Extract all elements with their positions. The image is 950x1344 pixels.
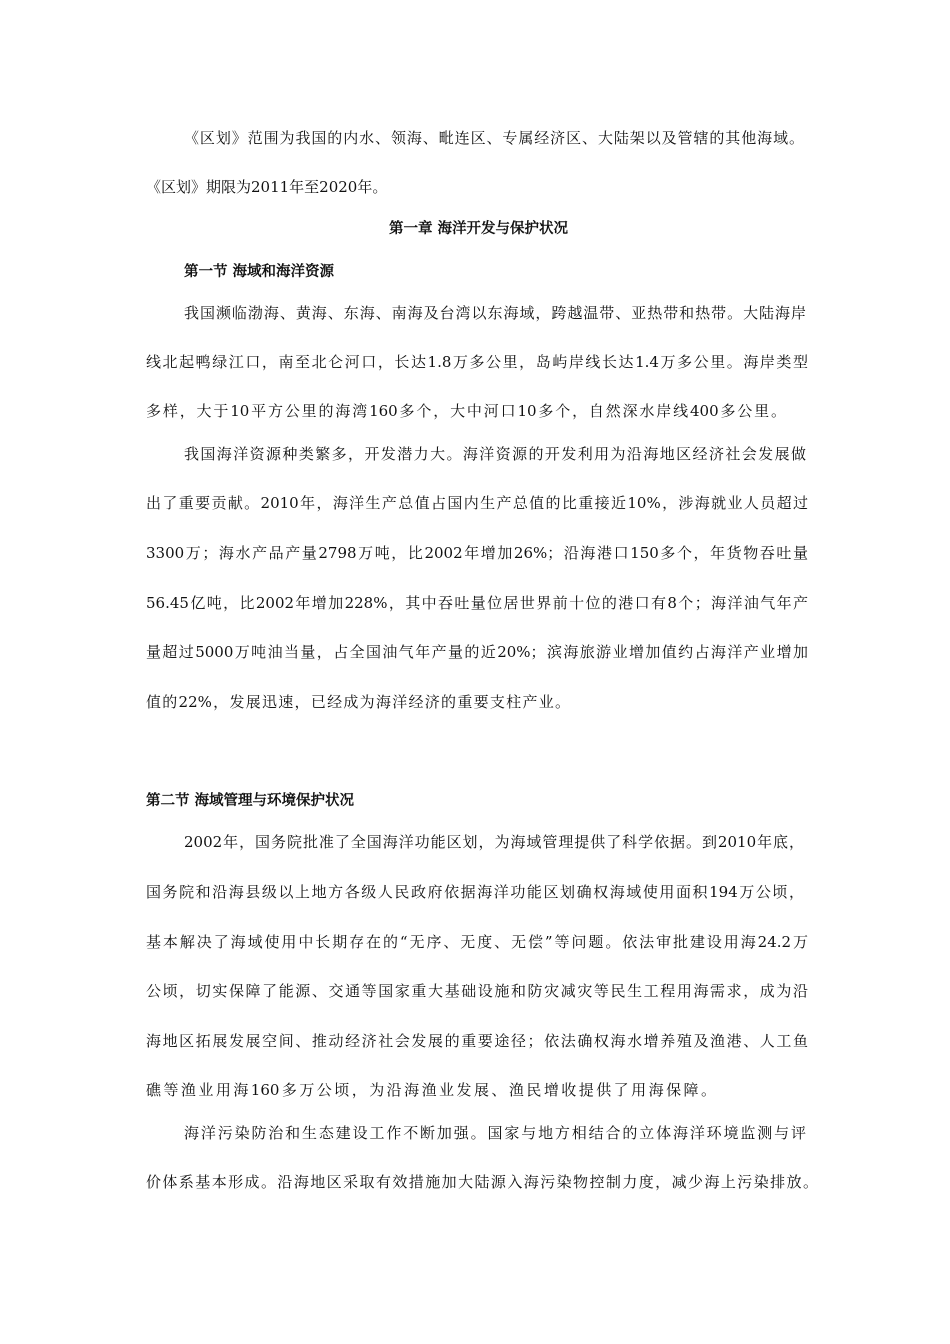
s1p2-line-1: 我国海洋资源种类繁多，开发潜力大。海洋资源的开发利用为沿海地区经济社会发展做 <box>184 445 806 463</box>
section-2-title: 第二节 海域管理与环境保护状况 <box>146 793 355 809</box>
s1p1-line-1: 我国濒临渤海、黄海、东海、南海及台湾以东海域，跨越温带、亚热带和热带。大陆海岸 <box>184 304 806 322</box>
s2p1-line-1: 2002年，国务院批准了全国海洋功能区划，为海域管理提供了科学依据。到2010年底， <box>184 833 804 851</box>
s2p2-line-2: 价体系基本形成。沿海地区采取有效措施加大陆源入海污染物控制力度，减少海上污染排放。 <box>146 1173 818 1191</box>
section-1-title: 第一节 海域和海洋资源 <box>184 264 335 280</box>
s1p1-line-3: 多样，大于10平方公里的海湾160多个，大中河口10多个，自然深水岸线400多公里。 <box>146 402 786 420</box>
s1p2-line-3: 3300万；海水产品产量2798万吨，比2002年增加26%；沿海港口150多个，年货物吞吐量 <box>146 544 808 562</box>
s2p1-line-4: 公顷，切实保障了能源、交通等国家重大基础设施和防灾减灾等民生工程用海需求，成为沿 <box>146 982 808 1000</box>
s1p2-line-6: 值的22%，发展迅速，已经成为海洋经济的重要支柱产业。 <box>146 693 570 711</box>
s2p1-line-6: 礁等渔业用海160多万公顷，为沿海渔业发展、渔民增收提供了用海保障。 <box>146 1081 716 1099</box>
s1p1-line-2: 线北起鸭绿江口，南至北仑河口，长达1.8万多公里，岛屿岸线长达1.4万多公里。海岸类型 <box>146 353 808 371</box>
s2p2-line-1: 海洋污染防治和生态建设工作不断加强。国家与地方相结合的立体海洋环境监测与评 <box>184 1124 806 1142</box>
s1p2-line-2: 出了重要贡献。2010年，海洋生产总值占国内生产总值的比重接近10%，涉海就业人员超过 <box>146 494 808 512</box>
s1p2-line-4: 56.45亿吨，比2002年增加228%，其中吞吐量位居世界前十位的港口有8个；海洋油气年产 <box>146 594 808 612</box>
s2p1-line-2: 国务院和沿海县级以上地方各级人民政府依据海洋功能区划确权海域使用面积194万公顷， <box>146 883 804 901</box>
chapter-title: 第一章 海洋开发与保护状况 <box>389 221 569 237</box>
s1p2-line-5: 量超过5000万吨油当量，占全国油气年产量的近20%；滨海旅游业增加值约占海洋产业增加 <box>146 643 808 661</box>
s2p1-line-5: 海地区拓展发展空间、推动经济社会发展的重要途径；依法确权海水增养殖及渔港、人工鱼 <box>146 1032 808 1050</box>
scope-line-2: 《区划》期限为2011年至2020年。 <box>146 178 388 196</box>
s2p1-line-3: 基本解决了海域使用中长期存在的“无序、无度、无偿”等问题。依法审批建设用海24.2万 <box>146 933 808 951</box>
scope-line-1: 《区划》范围为我国的内水、领海、毗连区、专属经济区、大陆架以及管辖的其他海域。 <box>184 129 804 147</box>
